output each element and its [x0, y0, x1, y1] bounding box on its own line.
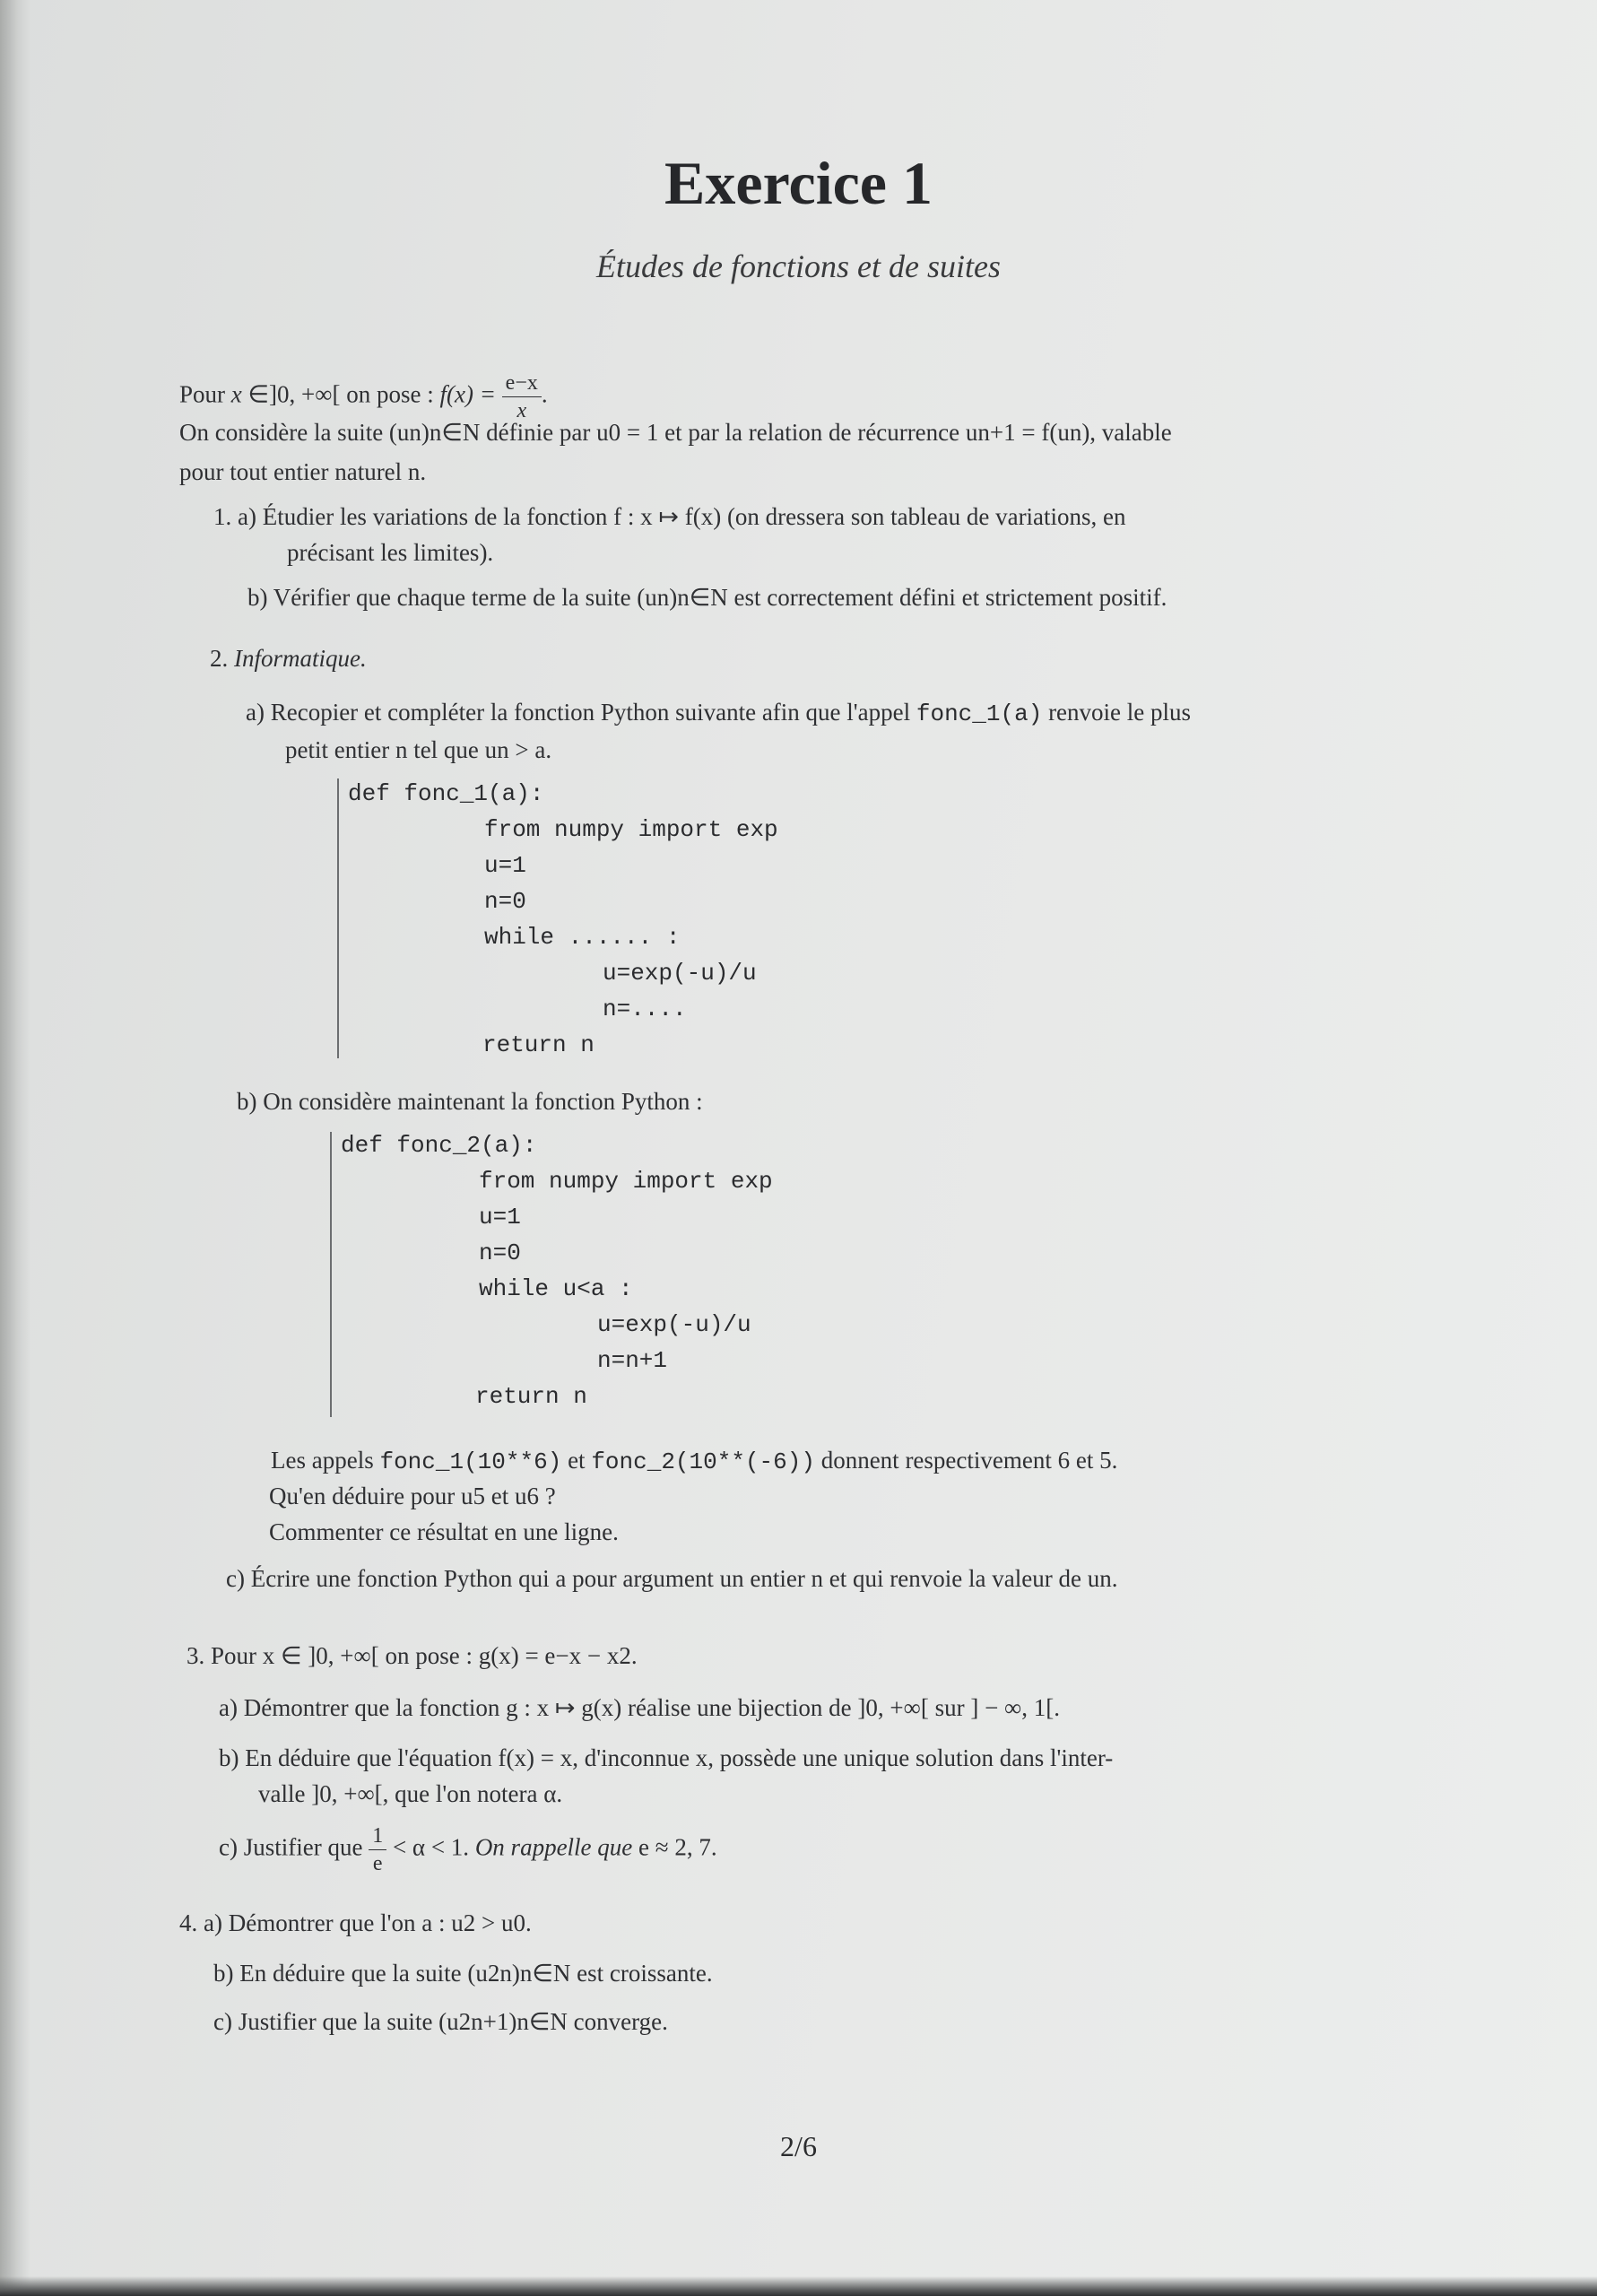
q3b-line-2: valle ]0, +∞[, que l'on notera α.	[258, 1780, 563, 1807]
q3a: a) Démontrer que la fonction g : x ↦ g(x) réalise une bijection de ]0, +∞[ sur ] − ∞, 1[.	[219, 1694, 1061, 1721]
intro-line-3: pour tout entier naturel n.	[179, 458, 427, 485]
q3c-value: e ≈ 2, 7.	[632, 1833, 717, 1861]
code1-line-5: while ...... :	[484, 924, 681, 951]
q2b-text-2: Qu'en déduire pour u5 et u6 ?	[269, 1483, 556, 1509]
q2b-intro: b) On considère maintenant la fonction Python :	[237, 1088, 703, 1115]
q3c	[219, 1822, 717, 1877]
code1-line-3: u=1	[484, 852, 526, 879]
q2a-inline-code: fonc_1(a)	[916, 700, 1043, 727]
page-number: 2/6	[780, 2130, 817, 2162]
code1-line-8: return n	[482, 1031, 595, 1058]
code1-line-1: def fonc_1(a):	[348, 780, 544, 807]
q2-number: 2.	[210, 645, 229, 672]
q2b-inline-code-2: fonc_2(10**(-6))	[591, 1448, 815, 1475]
code2-line-8: return n	[475, 1383, 587, 1410]
q2a-line-2: petit entier n tel que un > a.	[285, 736, 552, 763]
q3c-inequality: < α < 1.	[386, 1833, 475, 1861]
code-block-1-bar	[337, 778, 339, 1058]
code2-line-7: n=n+1	[597, 1347, 668, 1374]
fraction-numerator: 1	[369, 1822, 386, 1850]
q4a: 4. a) Démontrer que l'on a : u2 > u0.	[179, 1909, 532, 1936]
code-block-2-bar	[330, 1132, 332, 1417]
q2a-line-1	[246, 694, 1191, 732]
q3b-line-1: b) En déduire que l'équation f(x) = x, d'inconnue x, possède une unique solution dans l'inter-	[219, 1744, 1114, 1771]
fraction-numerator: e−x	[502, 370, 542, 397]
code1-line-4: n=0	[484, 888, 526, 915]
q4c: c) Justifier que la suite (u2n+1)n∈N converge.	[213, 2008, 668, 2035]
intro-end: .	[541, 380, 548, 408]
q1a-line-1: 1. a) Étudier les variations de la fonction f : x ↦ f(x) (on dressera son tableau de variations, en	[213, 503, 1126, 530]
intro-function: f(x) =	[439, 380, 502, 408]
code1-line-7: n=....	[603, 996, 687, 1022]
q1a-line-2: précisant les limites).	[287, 539, 494, 566]
code2-line-5: while u<a :	[479, 1275, 633, 1302]
page-shadow-left	[0, 0, 30, 2296]
q2b-inline-code-1: fonc_1(10**6)	[379, 1448, 562, 1475]
q2b-text: Les appels	[271, 1447, 380, 1474]
q2b-text-mid: et	[561, 1447, 592, 1474]
code1-line-2: from numpy import exp	[484, 816, 778, 843]
intro-interval: ∈]0, +∞[ on pose :	[241, 380, 440, 408]
fraction-one-over-e	[369, 1822, 386, 1877]
q2b-text-1	[271, 1442, 1117, 1480]
q1b: b) Vérifier que chaque terme de la suite (un)n∈N est correctement défini et strictement positif.	[247, 584, 1167, 611]
code2-line-1: def fonc_2(a):	[341, 1132, 537, 1159]
q4b: b) En déduire que la suite (u2n)n∈N est croissante.	[213, 1960, 713, 1987]
intro-line-2: On considère la suite (un)n∈N définie par u0 = 1 et par la relation de récurrence un+1 = f(un), valable	[179, 419, 1172, 446]
code2-line-2: from numpy import exp	[479, 1168, 773, 1195]
code1-line-6: u=exp(-u)/u	[603, 960, 757, 987]
q2b-text-3: Commenter ce résultat en une ligne.	[269, 1518, 619, 1545]
q3c-text: c) Justifier que	[219, 1833, 369, 1861]
q3-intro: 3. Pour x ∈ ]0, +∞[ on pose : g(x) = e−x − x2.	[187, 1642, 638, 1669]
q2b-text-end: donnent respectivement 6 et 5.	[814, 1447, 1118, 1474]
intro-text: Pour	[179, 380, 231, 408]
code2-line-4: n=0	[479, 1239, 521, 1266]
q2a-text: a) Recopier et compléter la fonction Python suivante afin que l'appel	[246, 699, 916, 726]
intro-var: x	[230, 380, 242, 408]
page-title: Exercice 1	[664, 149, 933, 217]
code2-line-6: u=exp(-u)/u	[597, 1311, 751, 1338]
page-subtitle: Études de fonctions et de suites	[596, 248, 1001, 284]
q2-heading	[210, 640, 367, 676]
fraction-denominator: e	[372, 1852, 383, 1875]
page-shadow-bottom	[0, 2276, 1597, 2296]
fraction-denominator: x	[516, 399, 527, 422]
code2-line-3: u=1	[479, 1204, 521, 1231]
q2a-text-end: renvoie le plus	[1042, 699, 1192, 726]
q3c-reminder: On rappelle que	[474, 1833, 633, 1861]
q2-heading-text: Informatique.	[234, 645, 367, 672]
q2c: c) Écrire une fonction Python qui a pour argument un entier n et qui renvoie la valeur de un.	[226, 1565, 1118, 1592]
